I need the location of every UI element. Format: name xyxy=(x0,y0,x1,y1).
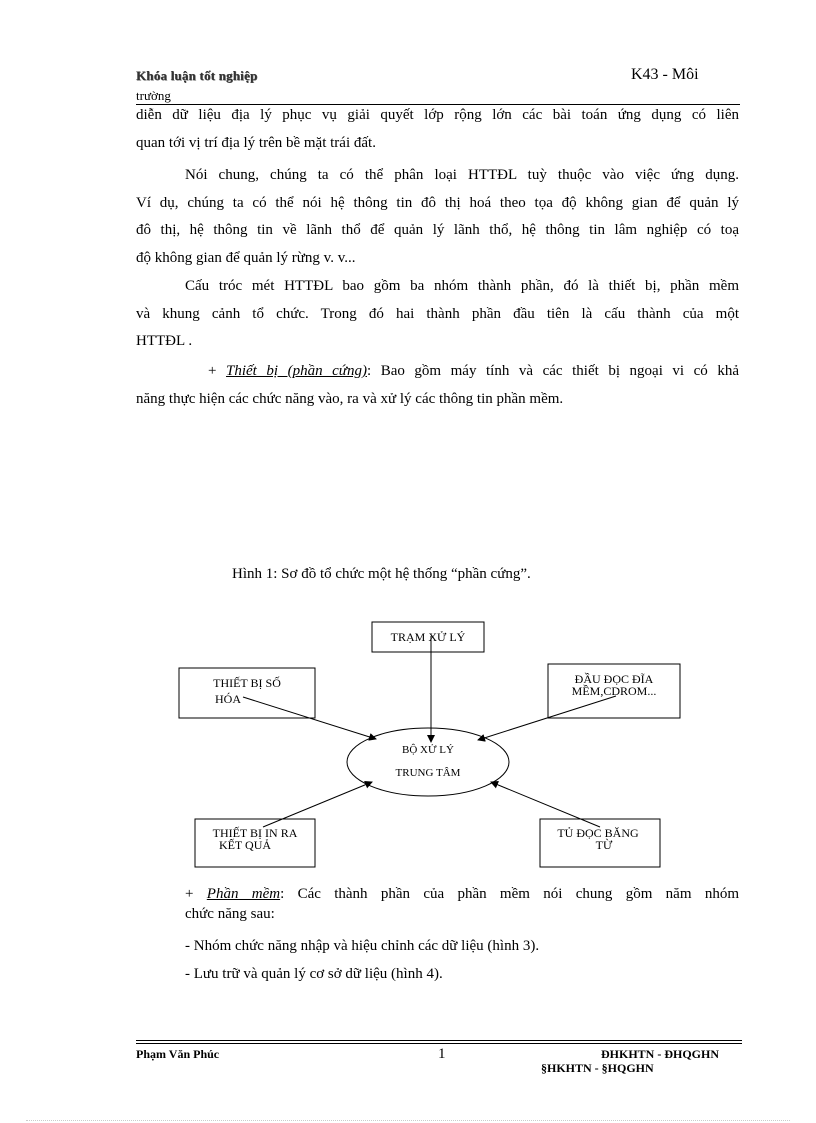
right-bottom-box-label-1: TỦ ĐỌC BĂNG xyxy=(557,826,639,840)
right-top-box-label-2: MỀM,CDROM... xyxy=(571,684,657,698)
software-term: Phần mềm xyxy=(206,886,281,902)
hardware-prefix: + xyxy=(208,363,227,379)
text-line: đô thị, hệ thông tin về lãnh thổ để quản lý lãnh thổ, hệ thông tin lâm nghiệp có toạ xyxy=(136,222,739,238)
left-bottom-box-label-1: THIẾT BỊ IN RA xyxy=(212,826,298,840)
footer-rule xyxy=(136,1040,742,1041)
text-line: chức năng sau: xyxy=(185,906,275,922)
footer-rule-thin xyxy=(136,1043,742,1044)
paragraph-software xyxy=(185,884,739,924)
list-item: - Lưu trữ và quản lý cơ sở dữ liệu (hình 4). xyxy=(185,966,443,982)
center-label-1: BỘ XỬ LÝ xyxy=(402,744,454,756)
top-box-label: TRẠM XỬ LÝ xyxy=(390,630,466,644)
left-top-box-label-1: THIẾT BỊ SỐ xyxy=(213,676,281,690)
left-top-box-label-2: HÓA xyxy=(215,692,241,706)
text-line: năng thực hiện các chức năng vào, ra và xử lý các thông tin phần mềm. xyxy=(136,390,564,407)
footer-org-2: §HKHTN - §HQGHN xyxy=(541,1061,654,1075)
software-prefix: + xyxy=(185,886,207,902)
figure-caption: Hình 1: Sơ đồ tổ chức một hệ thống “phần cứng”. xyxy=(232,566,531,582)
software-text: : Các thành phần của phần mềm nói chung gồm năm nhóm xyxy=(280,886,739,902)
text-line: Nói chung, chúng ta có thể phân loại HTTĐL tuỳ thuộc vào việc ứng dụng. xyxy=(185,167,739,183)
list-item: - Nhóm chức năng nhập và hiệu chỉnh các dữ liệu (hình 3). xyxy=(185,938,540,954)
text-line xyxy=(185,884,739,904)
page-edge xyxy=(26,1120,790,1121)
page-number: 1 xyxy=(438,1046,446,1062)
hardware-term: Thiết bị (phần cứng) xyxy=(226,363,367,379)
text-line: quan tới vị trí địa lý trên bề mặt trái đất. xyxy=(136,134,376,151)
text-line: và khung cảnh tổ chức. Trong đó hai thành phần đầu tiên là cấu thành của một xyxy=(136,305,739,322)
text-line: độ không gian để quản lý rừng v. v... xyxy=(136,249,356,266)
header-course: K43 - Môi xyxy=(631,66,699,83)
hardware-text: : Bao gồm máy tính và các thiết bị ngoại vi có khả xyxy=(367,363,739,379)
left-bottom-box-label-2: KẾT QUẢ xyxy=(218,838,272,852)
header-continuation: trường xyxy=(136,88,171,103)
text-line: diễn dữ liệu địa lý phục vụ giải quyết lớp rộng lớn các bài toán ứng dụng có liên xyxy=(136,107,739,123)
text-line: Ví dụ, chúng ta có thể nói hệ thông tin đô thị hoá theo tọa độ không gian để quản lý xyxy=(136,194,739,211)
footer-org-1: ĐHKHTN - ĐHQGHN xyxy=(601,1047,720,1061)
text-line: HTTĐL . xyxy=(136,333,193,349)
header-title: Khóa luận tốt nghiệp xyxy=(136,68,258,83)
right-top-box-label-1: ĐẦU ĐỌC ĐĨA xyxy=(574,672,654,686)
right-bottom-box-label-2: TỪ xyxy=(595,838,613,852)
center-label-2: TRUNG TÂM xyxy=(395,767,461,779)
arrow-left-bottom xyxy=(263,782,372,827)
footer-author: Phạm Văn Phúc xyxy=(136,1047,220,1061)
text-line: Cấu tróc mét HTTĐL bao gồm ba nhóm thành phần, đó là thiết bị, phần mềm xyxy=(185,278,739,294)
